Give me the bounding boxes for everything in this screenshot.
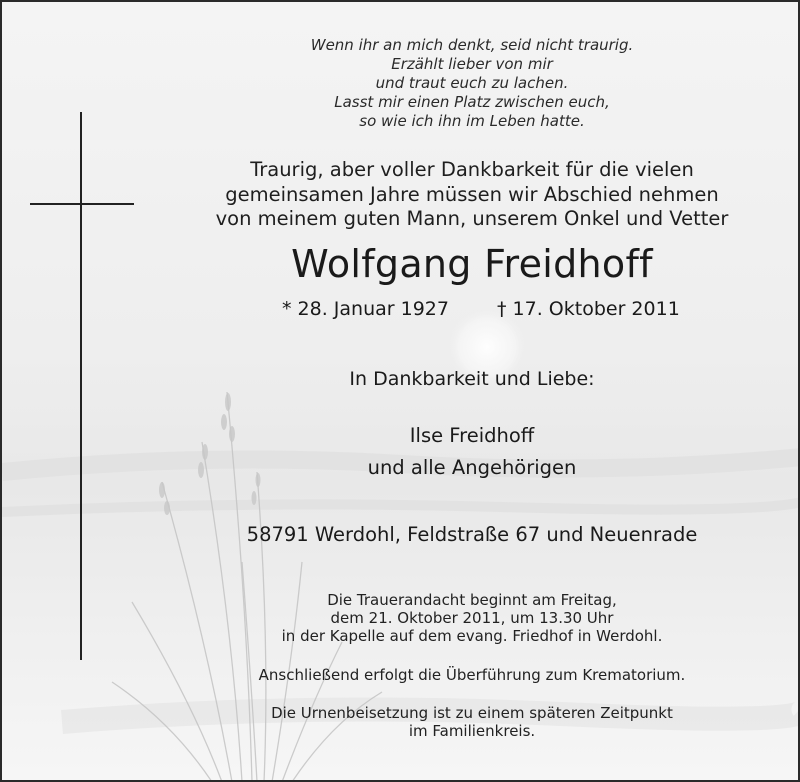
poem-line: so wie ich ihn im Leben hatte. [359,112,585,130]
poem [152,36,792,131]
intro-text [152,158,792,232]
mourner-line: und alle Angehörigen [367,456,577,479]
intro-line: gemeinsamen Jahre müssen wir Abschied nehmen [225,182,719,206]
cross-horizontal-beam [30,203,134,205]
transfer-info: Anschließend erfolgt die Überführung zum Krematorium. [258,666,686,684]
poem-line: Wenn ihr an mich denkt, seid nicht traurig. [310,36,634,54]
intro-line: von meinem guten Mann, unserem Onkel und Vetter [215,207,729,230]
birth-date: * 28. Januar 1927 [282,298,449,320]
service-line: in der Kapelle auf dem evang. Friedhof in Werdohl. [281,627,663,645]
poem-line: Erzählt lieber von mir [391,55,553,73]
service-info [152,591,792,645]
mourner-line: Ilse Freidhoff [409,424,535,447]
cross-vertical-beam [80,112,82,660]
urn-line: Die Urnenbeisetzung ist zu einem späteren Zeitpunkt [271,704,673,722]
deceased-name: Wolfgang Freidhoff [291,242,653,286]
gratitude-line: In Dankbarkeit und Liebe: [349,368,595,390]
urn-line: im Familienkreis. [408,722,536,740]
urn-burial-info [152,704,792,740]
service-line: Die Trauerandacht beginnt am Freitag, [327,591,617,609]
mourners [152,420,792,484]
death-date: † 17. Oktober 2011 [497,298,680,320]
service-line: dem 21. Oktober 2011, um 13.30 Uhr [330,609,614,627]
poem-line: Lasst mir einen Platz zwischen euch, [334,93,610,111]
address: 58791 Werdohl, Feldstraße 67 und Neuenrade [246,523,698,546]
intro-line: Traurig, aber voller Dankbarkeit für die vielen [250,158,694,181]
poem-line: und traut euch zu lachen. [375,74,569,92]
